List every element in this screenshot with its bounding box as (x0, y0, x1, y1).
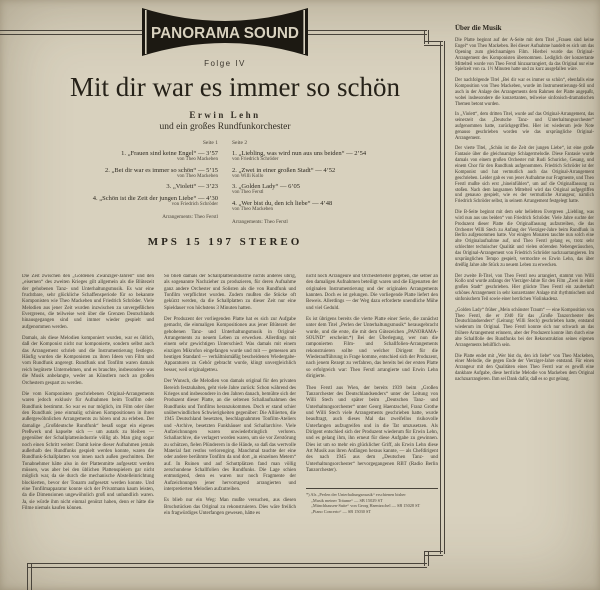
series-label: Folge IV (204, 59, 246, 68)
track-composer: von Theo Mackeben (176, 173, 218, 179)
liner-notes-column-2 (164, 274, 296, 562)
liner-paragraph: Es ist übrigens bereits die vierte Platte einer Serie, die zunächst unter dem Titel „Perlen der Unterhaltungsmusik“ herausgebracht wurde, und die erste, die mit dem Gütezeichen „PANORAMA-SOUND“ erscheint.*) Bei der Überlegung, wer nun die ramponierten Film- und Schallfolien-Arrangements rekonstruieren sollte und welcher Dirigent für die Wiederaufführung in Frage komme, entschied sich der Produzent, nach jenem Rezept zu verfahren, das bereits bei der ersten Platte so erfolgreich war: Theo Ferstl arrangierte und Erwin Lehn dirigierte. (306, 317, 438, 380)
footnote-line: „Münchhausen-Suite“ von Georg Haentzschel — SB 15028 ST (311, 503, 421, 509)
footnote-line: „Musik meiner Träume“ — SB 15029 ST (311, 497, 383, 503)
logo-text: PANORAMA SOUND (151, 25, 299, 42)
side1-label: Seite 1 (202, 140, 218, 146)
track-title: 3. „Violett“ — 3’23 (166, 183, 218, 190)
arrangements-credit: Arrangements: Theo Ferstl (162, 213, 218, 220)
liner-paragraph: Es blieb nur ein Weg: Man mußte versuchen, aus diesen Bruchstücken das Original zu rekonstruieren. Dies wäre freilich ein fragwürdiges Unterfangen gewesen, hätte es (164, 498, 296, 517)
bowtie-logo-icon (140, 7, 310, 57)
track-row (58, 183, 218, 190)
footnote-line: „Piano Concerto“ — SB 15030 ST (311, 509, 372, 515)
liner-notes-column-3 (306, 274, 438, 562)
track-title: 4. „Schön ist die Zeit der jungen Liebe“ — 4’30 (92, 194, 218, 202)
track-row (232, 200, 392, 212)
track-title: 1. „Frauen sind keine Engel“ — 3’57 (121, 150, 218, 157)
track-composer: von Theo Ferstl (232, 190, 264, 195)
about-paragraph: Die B-Seite beginnt mit dem sehr beliebten Evergreen „Liebling, was wird nun aus uns beiden“ von Friedrich Schröder. Viele Jahre suchte der Produzent dieser Platte die Originalfassung aufzutreiben, die das Orchester Willi Stech zu Anfang der Vierziger-Jahre beim Rundfunk in Berlin aufgenommen hatte. Vor einigen Monaten tauchte nun solch eine alte Originalaufnahme auf, und Theo Ferstl gelang es, trotz sehr schlechter technischer Qualität und vielen störenden Nebengeräuschen, das Original-Arrangement von Friedrich Schröder nachzuarrangieren. Im ursprünglichen Tempo gespielt, vermochte es Erwin Lehn, das über dreißig Jahre alte Stück zu neuem Leben zu erwecken. (455, 209, 594, 269)
frame-step-bottom-left (27, 563, 32, 590)
about-paragraph: Die Platte beginnt auf der A-Seite mit dem Titel „Frauen sind keine Engel“ von Theo Mackeben. Bei dieser Aufnahme handelt es sich um das Opening zum gleichnamigen Film. Hierbei wurde das Original-Arrangement des Komponisten übernommen. Lediglich der konzertante Mittelteil wurde von Theo Ferstl hinzuarrangiert, da das Original nur eine Spielzeit von ca. 1½ Minuten hatte und zu kurz ausgefallen wäre. (455, 37, 594, 73)
side1-column (58, 140, 218, 225)
track-row (232, 183, 392, 195)
side2-label: Seite 2 (232, 140, 248, 146)
track-composer: von Theo Mackeben (232, 206, 274, 212)
footnote (306, 488, 438, 514)
track-row (58, 195, 218, 207)
track-title: 4. „Wer bist du, den ich liebe“ — 4’48 (232, 199, 333, 207)
track-title: 3. „Golden Lady“ — 6’05 (232, 183, 301, 190)
catalog-number: MPS 15 197 STEREO (147, 236, 303, 248)
liner-paragraph: Der Produzent der vorliegenden Platte hat es sich zur Aufgabe gemacht, die einmaligen Kompositionen aus jener Blütezeit der gehobenen Tanz- und Unterhaltungsmusik in Original-Arrangements zu neuem Leben zu erwecken. Allerdings mit einem sehr gewichtigen Unterschied: Was damals mit einem einzigen Mikrofon eingefangen wurde und mit — gemessen am heutigen Standard — verhältnismäßig bescheidenen Wiedergabe-Apparaturen zu Gehör gebracht wurde, klingt unvergleichlich besser, weil originalgetreu. (164, 317, 296, 373)
track-composer: von Friedrich Schröder (232, 157, 279, 162)
track-title: 2. „Bei dir war es immer so schön“ — 5’15 (104, 166, 218, 174)
about-paragraph: Der nachfolgende Titel „Bei dir war es immer so schön“, ebenfalls eine Komposition von Theo Mackeben, wurde im Instrumentierungs-Stil und auch in der Anlage des Arrangements dem Rahmen der Platte angepaßt, wobei insbesondere die konzertanten, teilweise sinfonisch-dramatischen Themen betont wurden. (455, 77, 594, 107)
liner-paragraph: So blieb damals der Schallplattenindustrie nichts anderes übrig, als sogenannte Nachzieher zu produzieren, für deren Aufnahme ganz andere Orchester und Solisten als die von Rundfunk und Tonfilm verpflichtet wurden. Zudem mußten die Stücke oft gekürzt werden, da die Schallplatten zu dieser Zeit nur eine Spieldauer von höchstens 3 Minuten hatten. (164, 274, 296, 311)
about-paragraph: Der vierte Titel, „Schön ist die Zeit der jungen Liebe“, ist eine große Fantasie über die gleichnamige Schlagermelodie. Diese Fantasie wurde damals von einem großen Orchester mit Rudi Schuricke, Gesang, und einem Chor für den Rundfunk aufgenommen. Friedrich Schröder ist der Komponist und hat vermutlich auch das Original-Arrangement geschrieben. Leider gab es von jener Aufnahme nur Fragmente, und Theo Ferstl mußte sich erst „hineinfühlen“, um auf die Originalfassung zu stoßen. Nach dem langsamen Mittelteil wird das Original aufgegriffen und genauso gespielt, wie es der vermutliche Arrangeur, nämlich Friedrich Schröder selbst, in seinem Arrangement festgelegt hatte. (455, 146, 594, 205)
liner-paragraph: Die vom Komponisten geschriebenen Original-Arrangements waren jedoch exklusiv für Aufnahmen beim Tonfilm oder Rundfunk bestimmt. So war es nur möglich, im Film oder über den Rundfunk jene einmalig schönen Kompositionen in ihren außergewöhnlichen Arrangements zu hören und zu erleben. Der damalige „Großdeutsche Rundfunk“ besaß sogar ein eigenes Preßwerk und kapselte sich — um autark zu bleiben — gegenüber der Schallplattenindustrie völlig ab. Man ging sogar noch einen Schritt weiter: Damit keine dieser Aufnahmen jemals außerhalb des Rundfunks gespielt werden konnte, waren die Rundfunk-Schallplatten von innen nach außen geschnitten. Der Tonabnehmer hätte also in der Plattenmitte aufgesetzt werden müssen, was aber bei den üblichen Plattenspielern gar nicht möglich war, da sie durch die mechanische Abstelleinrichtung blockierten, bevor der Tonarm aufgesetzt werden konnte. Und eine Tonfilmapparatur konnte sich der Privatmann kaum leisten, da die Dimensionen ungewöhnlich groß und unhandlich waren. Ja, sie würde ihm nicht einmal genützt haben, denn er hätte die Filme niemals kaufen können. (22, 391, 154, 512)
tracklist (0, 140, 450, 225)
track-row (58, 167, 218, 179)
liner-paragraph: Theo Ferstl aus Wien, der bereits 1939 beim „Großen Tanzorchester des Deutschlandsenders“ unter der Leitung von Willi Stech und später beim „Deutschen Tanz- und Unterhaltungsorchester“ unter Georg Haentzschel, Franz Grothe und Willi Stech viele Arrangements geschrieben hatte, wurde beauftragt, auch dieses Mal das zweifellos risikovolle Unterfangen aufzugreifen und in die Tat umzusetzen. Als Dirigent entschied sich der Produzent wiederum für Erwin Lehn, und es gelang ihm, ihn erneut für diese Aufgabe zu gewinnen. Dies ist um so mehr ein glücklicher Griff, als Erwin Lehn diese Art Musik aus ihren Anfängen heraus kannte, — als Chefdirigent des nach 1945 aus dem „Deutschen Tanz- und Unterhaltungsorchester“ hervorgegangenen RBT (Radio Berlin Tanzorchester). (306, 385, 438, 473)
panorama-sound-logo (140, 7, 310, 57)
liner-notes-column-1 (22, 274, 154, 562)
liner-paragraph: Die Zeit zwischen den „Goldenen Zwanziger-Jahren“ und den „eisernen“ des zweiten Krieges gilt allgemein als die Blütezeit der gehobenen Tanz- und Unterhaltungsmusik. Es war eine fruchtbare, sehr glückliche Schaffensperiode für so bekannte Komponisten wie Theo Mackeben und Friedrich Schröder. Viele Melodien aus jener Zeit wurden inzwischen zu unvergeßlichen Evergreens, die teilweise weit über die Grenzen Deutschlands hinausgegangen sind und immer wieder gespielt und aufgenommen werden. (22, 274, 154, 330)
side2-column (232, 140, 392, 225)
about-paragraph: „Golden Lady“ früher „Mein schönster Traum“ — eine Komposition von Theo Ferstl, die er 1940 für das „Große Tanzorchester des Deutschlandsenders“ (Leitung: Willi Stech) geschrieben hatte, entstand wiederum im Original. Theo Ferstl konnte sich nur schwach an das frühere Arrangement erinnern, aber der Produzent konnte ihm durch eine alte Schallfolie des Rundfunks bei der Rekonstruktion seines eigenen Arrangements behilflich sein. (455, 307, 594, 349)
frame-line-top-right (308, 30, 427, 35)
track-composer: von Friedrich Schröder (171, 201, 218, 207)
footnote-line: *) Als „Perlen der Unterhaltungsmusik“ erschienen bisher (306, 492, 406, 498)
album-title: Mit dir war es immer so schön (70, 72, 400, 102)
about-paragraph: Der zweite B-Titel, von Theo Ferstl neu arrangiert, stammt von Willi Kollo und wurde anfangs der Vierziger-Jahre für den Film „Zwei in einer großen Stadt“ geschrieben. Hier glückte Theo Ferstl ein zauberhaft schönes Arrangement in sehr konzertanter Anlage mit rhythmischem und sinfonischem Teil sowie einer herrlichen Violinkadenz. (455, 273, 594, 303)
arrangements-credit: Arrangements: Theo Ferstl (232, 218, 288, 225)
about-the-music-section (455, 24, 594, 569)
track-title: 1. „Liebling, was wird nun aus uns beiden“ — 2’54 (232, 150, 367, 157)
track-row (232, 167, 392, 179)
orchestra-line: und ein großes Rundfunkorchester (159, 122, 291, 132)
track-composer: von Willi Kollo (232, 173, 264, 179)
about-heading: Über die Musik (455, 24, 502, 32)
liner-paragraph: Der Wunsch, die Melodien von damals original für den privaten Bereich festzuhalten, geht viele Jahre zurück: Schon während des Krieges und insbesondere in den Jahren danach, bemühte sich der Produzent dieser Platte, an die seltenen Schallaufnahmen des Rundfunks und Tonfilms heranzukommen. Doch er stand schier unüberwindlichen Schwierigkeiten gegenüber: Die Alliierten, die 1945 Deutschland besetzten, beschlagnahmten Tonfilm-Ateliers und -Archive, besetzten Funkhäuser und Schallarchive. Viele Aufzeichnungen waren unwiederbringlich verloren. Schallarchive, die verlagert worden waren, um sie vor Zerstörung zu schützen, fielen Plünderern in die Hände, so daß das wertvolle Material fast restlos verlorenging. Manchmal tauchte der eine oder andere berühmte Tonfilm da und dort „in einzelnen Metern“ auf. In Ruinen und auf Schuttplätzen fand man völlig zerschundene Schallfolien des Rundfunks. Die Lage schien entmutigend, denn es waren nur noch Fragmente der Aufzeichnungen jener hervorragend arrangierten und interpretierten Melodien aufzutreiben. (164, 379, 296, 492)
track-row (58, 150, 218, 162)
frame-line-top-left (0, 30, 142, 35)
liner-paragraph: nicht noch Arrangeure und Orchesterleiter gegeben, die selber an den damaligen Aufnahmen beteiligt waren und die Eigenarten der originalen Instrumentierung und der originalen Arrangements kannten. Doch es ist gelungen. Die vorliegende Platte liefert den Beweis. Allerdings — der Weg dazu erforderte unendliche Mühe und viel Geduld. (306, 274, 438, 311)
frame-line-bottom (27, 563, 427, 568)
liner-paragraph: Damals, als diese Melodien komponiert wurden, war es üblich, daß der Komponist nicht nur komponierte, sondern selbst auch das Arrangement schrieb und die Instrumentierung festlegte. Häufig wurden die Komponisten zu ihren Ideen von Film und vom Rundfunk angeregt. Rundfunk und Tonfilm waren damals reich begüterte Unternehmen, und es brauchte, insbesondere was die Musik anbelangte, weder an Künstlern noch an großen Orchestern gespart zu werden. (22, 336, 154, 386)
artist-name: Erwin Lehn (189, 110, 261, 120)
track-row (232, 150, 392, 162)
about-paragraph: Die Platte endet mit „Wer bist du, den ich liebe“ von Theo Mackeben, einer Melodie, die gegen Ende der Vierziger-Jahre entstand. Für einen Arrangeur mit den Qualitäten eines Theo Ferstl war es gewiß eine dankbare Aufgabe, diese herrliche Melodie von Mackeben dem Original nachzuarrangieren. Ihm sei Dank dafür, daß es so gut gelang. (455, 353, 594, 383)
about-paragraph: In „Violett“, dem dritten Titel, wurde auf das Original-Arrangement, das seinerzeit das „Deutsche Tanz- und Unterhaltungsorchester“ aufgenommen hatte, zurückgegriffen. Hier ist wiederum jede Note genauso geschrieben worden wie das ursprüngliche Original-Arrangement. (455, 111, 594, 141)
track-composer: von Theo Mackeben (176, 157, 218, 162)
track-title: 2. „Zwei in einer großen Stadt“ — 4’52 (232, 166, 336, 174)
